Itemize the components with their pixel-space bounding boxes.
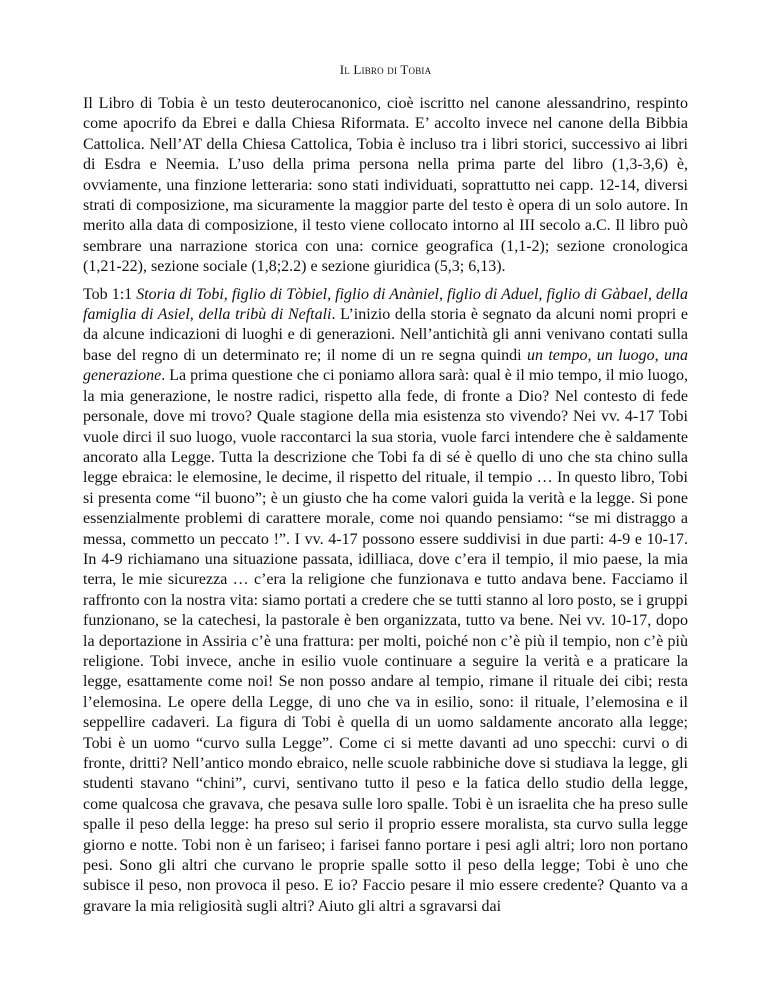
title-text: Il Libro di Tobia bbox=[339, 62, 432, 77]
verse-reference: Tob 1:1 bbox=[83, 285, 137, 303]
body-paragraph bbox=[83, 285, 688, 918]
verse-quote: Storia di Tobi, figlio di Tòbiel, figlio di Anàniel, figlio di Aduel, figlio di Gàbael, della famiglia di Asiel, della tribù di Neftali bbox=[83, 285, 688, 324]
body-text-1: . L’inizio della storia è segnato da alcuni nomi propri e da alcune indicazioni di luoghi e di generazioni. Nell’antichità gli anni venivano contati sulla base del regno di un determinato re; il nome di un re segna quindi bbox=[83, 306, 689, 364]
body-italic-phrase: un tempo, un luogo, una generazione bbox=[83, 346, 688, 385]
document-title bbox=[83, 62, 688, 78]
body-text-2: . La prima questione che ci poniamo allora sarà: qual è il mio tempo, il mio luogo, la mia generazione, le nostre radici, rispetto alla fede, di fronte a Dio? Nel contesto di fede personale, dove mi trovo? Quale stagione della mia esistenza sto vivendo? Nei vv. 4-17 Tobi vuole dirci il suo luogo, vuole raccontarci la sua storia, vuole farci intendere che è saldamente ancorato alla Legge. Tutta la descrizione che Tobi fa di sé è quello di uno che sta chino sulla legge ebraica: le elemosine, le decime, il rispetto del rituale, il tempio … In questo libro, Tobi si presenta come “il buono”; è un giusto che ha come valori guida la verità e la legge. Si pone essenzialmente problemi di carattere morale, come noi quando pensiamo: “se mi distraggo a messa, commetto un peccato !”. I vv. 4-17 possono essere suddivisi in due parti: 4-9 e 10-17. In 4-9 richiamano una situazione passata, idilliaca, dove c’era il tempio, il mio paese, la mia terra, le mie sicurezza … c’era la religione che funzionava e tutto andava bene. Facciamo il raffronto con la nostra vita: siamo portati a credere che se tutti stanno al loro posto, se i gruppi funzionano, se la catechesi, la pastorale è ben organizzata, tutto va bene. Nei vv. 10-17, dopo la deportazione in Assiria c’è una frattura: per molti, poiché non c’è più il tempio, non c’è più religione. Tobi invece, anche in esilio vuole continuare a seguire la verità e a praticare la legge, esattamente come noi! Se non posso andare al tempio, rimane il rituale dei cibi; resta l’elemosina. Le opere della Legge, di uno che va in esilio, sono: il rituale, l’elemosina e il seppellire cadaveri. La figura di Tobi è quella di un uomo saldamente ancorato alla legge; Tobi è un uomo “curvo sulla Legge”. Come ci si mette davanti ad uno specchi: curvi o di fronte, dritti? Nell’antico mondo ebraico, nelle scuole rabbiniche dove si studiava la legge, gli studenti stavano “chini”, curvi, sentivano tutto il peso e la fatica dello studio della legge, come qualcosa che gravava, che pesava sulle loro spalle. Tobi è un israelita che ha preso sulle spalle il peso della legge: ha preso sul serio il proprio essere moralista, sta curvo sulla legge giorno e notte. Tobi non è un fariseo; i farisei fanno portare i pesi agli altri; loro non portano pesi. Sono gli altri che curvano le proprie spalle sotto il peso della legge; Tobi è uno che subisce il peso, non provoca il peso. E io? Faccio pesare il mio essere credente? Quanto va a gravare la mia religiosità sugli altri? Aiuto gli altri a sgravarsi dai bbox=[83, 367, 688, 915]
intro-paragraph: Il Libro di Tobia è un testo deuterocanonico, cioè iscritto nel canone alessandrino, respinto come apocrifo da Ebrei e dalla Chiesa Riformata. E’ accolto invece nel canone della Bibbia Cattolica. Nell’AT della Chiesa Cattolica, Tobia è incluso tra i libri storici, successivo ai libri di Esdra e Neemia. L’uso della prima persona nella prima parte del libro (1,3-3,6) è, ovviamente, una finzione letteraria: sono stati individuati, soprattutto nei capp. 12-14, diversi strati di composizione, ma sicuramente la maggior parte del testo è opera di un solo autore. In merito alla data di composizione, il testo viene collocato intorno al III secolo a.C. Il libro può sembrare una narrazione storica con una: cornice geografica (1,1-2); sezione cronologica (1,21-22), sezione sociale (1,8;2.2) e sezione giuridica (5,3; 6,13). bbox=[83, 95, 688, 276]
